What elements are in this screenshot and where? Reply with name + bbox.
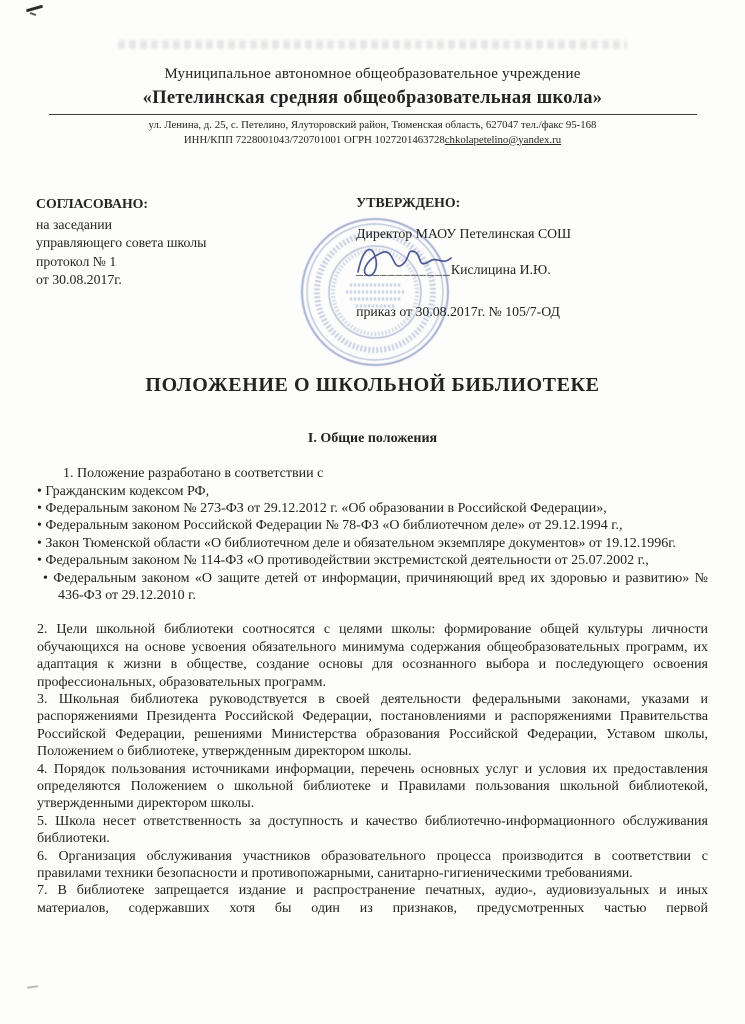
document-body <box>0 465 745 917</box>
signature <box>350 238 470 284</box>
inn-email-line <box>0 133 745 148</box>
bullet-item: • Закон Тюменской области «О библиотечном деле и обязательном экземпляре документов» от 19.12.1996г. <box>37 535 676 551</box>
scan-artifact-bleed-text <box>118 40 627 49</box>
agreed-title: СОГЛАСОВАНО: <box>36 196 148 212</box>
clause-1-intro: 1. Положение разработано в соответствии с <box>63 466 324 482</box>
email-text: chkolapetelino@yandex.ru <box>444 133 562 146</box>
director-line: Директор МАОУ Петелинская СОШ <box>356 226 572 242</box>
scan-artifact-bottom <box>27 985 38 989</box>
bullet-item: • Федеральным законом «О защите детей от информации, причиняющий вред их здоровью и развитию» № 436-ФЗ от 29.12.2010 г. <box>43 570 708 603</box>
agreed-block <box>36 195 326 320</box>
bullet-item: • Федеральным законом Российской Федерации № 78-ФЗ «О библиотечном деле» от 29.12.1994 г., <box>37 518 623 534</box>
bullet-item: • Гражданским кодексом РФ, <box>37 483 210 499</box>
approval-section <box>0 195 745 320</box>
approved-title: УТВЕРЖДЕНО: <box>356 195 461 211</box>
agreed-line: от 30.08.2017г. <box>36 272 122 288</box>
paragraph: 7. В библиотеке запрещается издание и распространение печатных, аудио-, аудиовизуальных и иных материалов, содержавших хотя бы один из признаков, предусмотренных частью первой <box>37 883 708 916</box>
order-line: приказ от 30.08.2017г. № 105/7-ОД <box>356 304 560 320</box>
paragraph: 4. Порядок пользования источниками информации, перечень основных услуг и условия их предоставления определяются Положением о школьной библиотеке и Правилами пользования школьной библиотекой, утвержденными директором школы. <box>37 761 708 812</box>
org-type-line: Муниципальное автономное общеобразовательное учреждение <box>164 66 581 82</box>
signer-name: Кислицина И.Ю. <box>450 262 551 278</box>
inn-ogrn-text: ИНН/КПП 7228001043/720701001 ОГРН 1027201463728 <box>183 133 445 146</box>
address-line: ул. Ленина, д. 25, с. Петелино, Ялуторовский район, Тюменская область, 627047 тел./факс 95-168 <box>148 119 597 131</box>
agreed-line: на заседании <box>36 216 113 232</box>
bullet-item: • Федеральным законом № 273-ФЗ от 29.12.2012 г. «Об образовании в Российской Федерации», <box>37 500 607 516</box>
clauses <box>37 621 708 917</box>
signature-row <box>356 262 709 294</box>
section-heading: I. Общие положения <box>307 431 438 447</box>
approved-block <box>356 195 709 320</box>
paragraph: 6. Организация обслуживания участников образовательного процесса производится в соответствии с правилами техники безопасности и противопожарными, санитарно-гигиеническими требованиями. <box>37 848 708 882</box>
bullet-item: • Федеральным законом № 114-ФЗ «О противодействии экстремистской деятельности от 25.07.2002 г., <box>37 553 649 569</box>
signature-underscores: ____________ <box>356 262 451 278</box>
paragraph: 3. Школьная библиотека руководствуется в своей деятельности федеральными законами, указами и распоряжениями Президента Российской Федерации, постановлениями и распоряжениями Правительства Российской Федерации, решениями Министерства образования Российской Федерации, Уставом школы, Положением о библиотеке, утвержденным директором школы. <box>37 692 708 760</box>
school-name: «Петелинская средняя общеобразовательная школа» <box>142 88 603 108</box>
agreed-line: управляющего совета школы <box>36 235 207 251</box>
paragraph: 2. Цели школьной библиотеки соотносятся с целями школы: формирование общей культуры личности обучающихся на основе усвоения обязательного минимума содержания общеобразовательных программ, их адаптация к жизни в обществе, создание основы для осознанного выбора и последующего освоения профессиональных, образовательных программ. <box>37 622 708 690</box>
paragraph: 5. Школа несет ответственность за доступность и качество библиотечно-информационного обслуживания библиотеки. <box>37 813 708 847</box>
letterhead <box>0 0 745 147</box>
agreed-line: протокол № 1 <box>36 253 117 269</box>
document-title: ПОЛОЖЕНИЕ О ШКОЛЬНОЙ БИБЛИОТЕКЕ <box>145 374 600 397</box>
letterhead-rule <box>49 114 697 115</box>
